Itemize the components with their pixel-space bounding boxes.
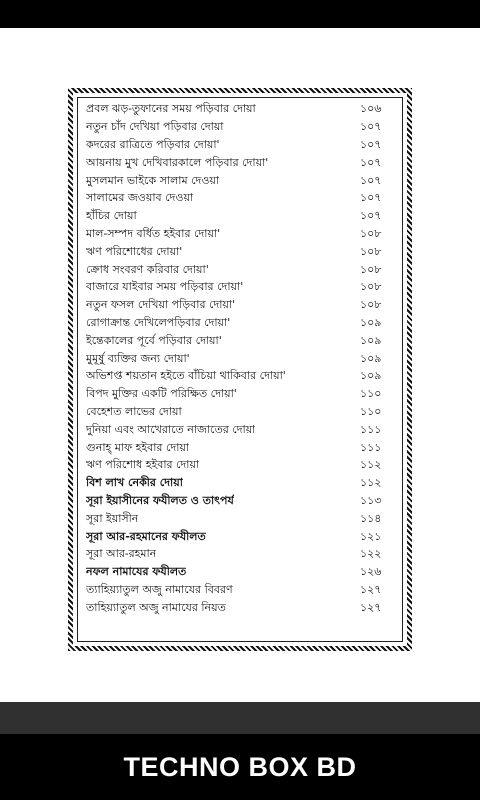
toc-entry-title: সূরা আর-রহমানের ফযীলত [86,529,206,543]
toc-entry-title: মাল-সম্পদ বর্ধিত হইবার দোয়া' [86,226,221,240]
toc-row[interactable] [86,546,396,564]
toc-row[interactable] [86,493,396,511]
toc-entry-title: সালামের জওয়াব দেওয়া [86,191,194,205]
toc-entry-title: ক্রোধ সংবরণ করিবার দোয়া' [86,262,209,276]
toc-page-number: ১০৮ [360,280,382,294]
toc-row[interactable] [86,457,396,475]
toc-entry-title: নতুন ফসল দেখিয়া পড়িবার দোয়া' [86,298,236,312]
toc-entry-title: মুসলমান ভাইকে সালাম দেওয়া [86,173,220,187]
toc-entry-title: নতুন চাঁদ দেখিয়া পড়িবার দোয়া [86,120,224,134]
toc-row[interactable] [86,101,396,119]
toc-row[interactable] [86,386,396,404]
toc-page-number: ১০৮ [360,226,382,240]
toc-entry-title: বিপদ মুক্তির একটি পরিক্ষিত দোয়া' [86,387,237,401]
toc-page-number: ১২৭ [360,600,382,614]
toc-entry-title: ঋণ পরিশোধের দোয়া' [86,244,183,258]
toc-row[interactable] [86,439,396,457]
toc-page-number: ১০৮ [360,298,382,312]
toc-page-number: ১০৯ [360,351,382,365]
toc-row[interactable] [86,190,396,208]
table-of-contents-list [77,97,403,642]
status-bar [0,0,480,28]
toc-row[interactable] [86,315,396,333]
footer-banner [0,734,480,800]
reader-bottom-bar [0,702,480,734]
toc-page-number: ১১২ [360,458,382,472]
toc-row[interactable] [86,582,396,600]
toc-row[interactable] [86,564,396,582]
toc-entry-title: বাজারে যাইবার সময় পড়িবার দোয়া' [86,280,244,294]
toc-row[interactable] [86,599,396,617]
toc-entry-title: প্রবল ঝড়-তুফানের সময় পড়িবার দোয়া [86,102,256,116]
toc-entry-title: ঋণ পরিশোধ হইবার দোয়া [86,458,200,472]
toc-row[interactable] [86,528,396,546]
toc-page-number: ১০৯ [360,333,382,347]
toc-row[interactable] [86,226,396,244]
toc-row[interactable] [86,475,396,493]
toc-page-number: ১১০ [360,404,382,418]
toc-entry-title: তাহিয়্যাতুল অজু নামাযের নিয়ত [86,600,226,614]
toc-row[interactable] [86,510,396,528]
toc-row[interactable] [86,350,396,368]
toc-entry-title: সূরা ইয়াসীনের ফযীলত ও তাৎপর্য [86,493,234,507]
toc-entry-title: ইন্তেকালের পূর্বে পড়িবার দোয়া' [86,333,222,347]
toc-page-number: ১১০ [360,387,382,401]
toc-row[interactable] [86,172,396,190]
toc-row[interactable] [86,297,396,315]
toc-page-number: ১০৮ [360,262,382,276]
toc-row[interactable] [86,279,396,297]
toc-entry-title: সূরা ইয়াসীন [86,511,139,525]
toc-page-number: ১১১ [360,440,382,454]
toc-page-number: ১০৭ [360,155,382,169]
toc-page-number: ১২২ [360,547,382,561]
toc-entry-title: ত্যাহিয়্যাতুল অজু নামাযের বিবরণ [86,582,233,596]
toc-page-number: ১২৬ [360,565,382,579]
toc-page-number: ১১৪ [360,511,382,525]
toc-page-number: ১০৬ [360,102,382,116]
toc-page-number: ১০৯ [360,369,382,383]
toc-page-number: ১০৭ [360,173,382,187]
toc-row[interactable] [86,154,396,172]
toc-entry-title: দুনিয়া এবং আখেরাতে নাজাতের দোয়া [86,422,256,436]
toc-page-number: ১০৭ [360,138,382,151]
toc-entry-title: রোগাক্রান্ত দেখিলেপড়িবার দোয়া' [86,315,231,329]
toc-page-number: ১০৭ [360,120,382,134]
toc-page-number: ১০৭ [360,191,382,205]
toc-entry-title: বিশ লাখ নেকীর দোয়া [86,476,183,490]
toc-row[interactable] [86,137,396,155]
toc-page-number: ১২৭ [360,582,382,596]
toc-entry-title: অভিশপ্ত শয়তান হইতে বাঁচিয়া থাকিবার দোয়া' [86,369,286,383]
brand-name: TECHNO BOX BD [123,751,357,782]
toc-page-number: ১০৭ [360,209,382,223]
toc-row[interactable] [86,208,396,226]
toc-row[interactable] [86,421,396,439]
toc-entry-title: হাঁচির দোয়া [86,209,137,223]
toc-page-number: ১০৯ [360,315,382,329]
toc-page-number: ১১১ [360,422,382,436]
toc-entry-title: সূরা আর-রহমান [86,547,157,561]
toc-row[interactable] [86,243,396,261]
toc-row[interactable] [86,261,396,279]
table-of-contents-frame [68,88,412,651]
toc-row[interactable] [86,404,396,422]
toc-page-number: ১১২ [360,476,382,490]
toc-entry-title: বেহেশত লাভের দোয়া [86,404,182,418]
toc-entry-title: নফল নামাযের ফযীলত [86,565,187,579]
toc-page-number: ১১৩ [360,493,382,507]
toc-row[interactable] [86,332,396,350]
toc-row[interactable] [86,368,396,386]
toc-entry-title: গুনাহ্‌ মাফ হইবার দোয়া [86,440,190,454]
toc-page-number: ১০৮ [360,244,382,258]
toc-entry-title: কদরের রাত্রিতে পড়িবার দোয়া' [86,138,220,151]
toc-row[interactable] [86,119,396,137]
toc-entry-title: আয়নায় মুখ দেখিবারকালে পড়িবার দোয়া' [86,155,269,169]
toc-page-number: ১২১ [360,529,382,543]
toc-entry-title: মুমূর্ষু ব্যক্তির জন্য দোয়া' [86,351,190,365]
